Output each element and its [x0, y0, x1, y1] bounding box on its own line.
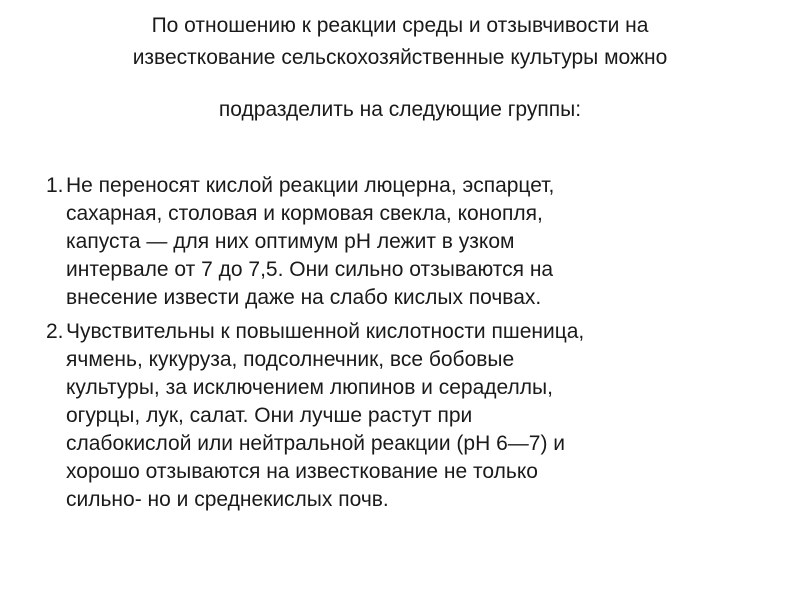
title-line: По отношению к реакции среды и отзывчивости на: [151, 14, 649, 37]
list-item-line: огурцы, лук, салат. Они лучше растут при: [66, 404, 473, 427]
list-item-line: культуры, за исключением люпинов и сераделлы,: [66, 376, 553, 399]
title-line: подразделить на следующие группы:: [218, 98, 582, 121]
slide-title: [40, 10, 760, 126]
list-item-line: сильно- но и среднекислых почв.: [66, 488, 389, 511]
list-item-line: хорошо отзываются на известкование не только: [66, 460, 538, 483]
title-line: известкование сельскохозяйственные культуры можно: [132, 46, 668, 69]
list-item-group-2: [46, 318, 766, 514]
list-item-line: капуста — для них оптимум рН лежит в узком: [66, 230, 515, 253]
crop-groups-list: [46, 172, 766, 520]
list-item-line: внесение извести даже на слабо кислых почвах.: [66, 286, 542, 309]
list-item-line: сахарная, столовая и кормовая свекла, конопля,: [66, 202, 543, 225]
list-item-group-1: [46, 172, 766, 312]
list-item-number: 1.: [46, 174, 64, 197]
list-item-number: 2.: [46, 320, 64, 343]
list-item-line: ячмень, кукуруза, подсолнечник, все бобовые: [66, 348, 515, 371]
list-item-line: интервале от 7 до 7,5. Они сильно отзываются на: [66, 258, 554, 281]
list-item-line: Чувствительны к повышенной кислотности пшеница,: [66, 320, 585, 343]
list-item-line: Не переносят кислой реакции люцерна, эспарцет,: [66, 174, 555, 197]
list-item-line: слабокислой или нейтральной реакции (рН 6—7) и: [66, 432, 565, 455]
